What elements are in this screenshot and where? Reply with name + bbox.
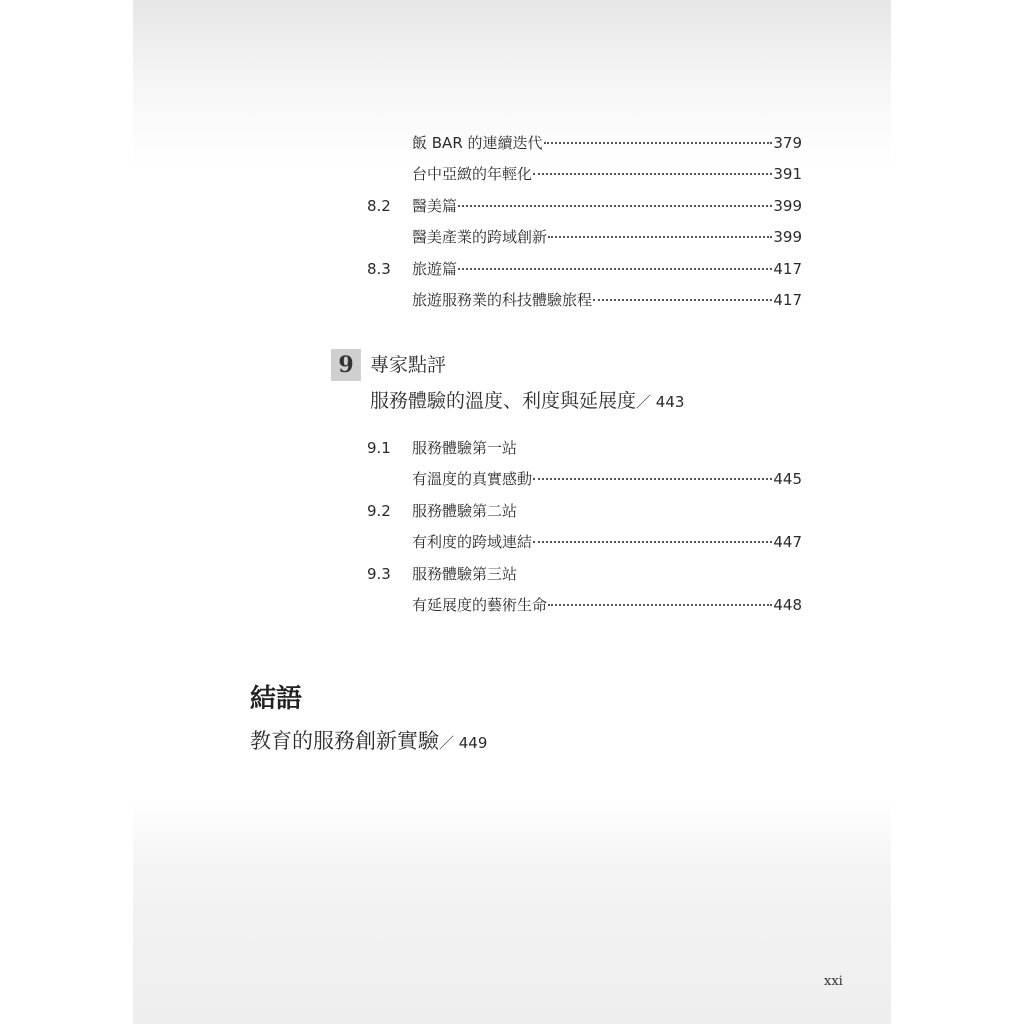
leader-dots [544, 142, 773, 144]
section-title: 服務體驗第三站 [412, 565, 518, 583]
leader-dots [458, 268, 772, 270]
section-number: 8.2 [367, 197, 391, 215]
toc-entry [412, 196, 802, 216]
toc-entry-page: 379 [773, 134, 802, 152]
page-folio: xxi [824, 974, 843, 989]
toc-entry [412, 595, 802, 615]
leader-dots [548, 236, 772, 238]
toc-entry-title: 有利度的跨域連結 [412, 533, 533, 551]
conclusion-title: 結語 [250, 684, 303, 714]
toc-entry-title: 台中亞緻的年輕化 [412, 165, 533, 183]
toc-entry [412, 164, 802, 184]
toc-entry-title: 有延展度的藝術生命 [412, 596, 548, 614]
toc-entry-page: 447 [773, 533, 802, 551]
toc-entry-title: 有溫度的真實感動 [412, 470, 533, 488]
toc-entry-title: 醫美產業的跨域創新 [412, 228, 548, 246]
toc-entry-page: 391 [773, 165, 802, 183]
toc-entry-page: 448 [773, 596, 802, 614]
section-number: 9.3 [367, 565, 391, 583]
toc-entry-title: 醫美篇 [412, 197, 458, 215]
chapter-page: ／ 443 [636, 393, 685, 411]
toc-entry-page: 417 [773, 291, 802, 309]
leader-dots [533, 478, 772, 480]
toc-entry-page: 399 [773, 228, 802, 246]
toc-entry-title: 旅遊服務業的科技體驗旅程 [412, 291, 593, 309]
leader-dots [533, 173, 772, 175]
conclusion-subtitle [250, 727, 487, 757]
leader-dots [548, 604, 772, 606]
section-title: 服務體驗第二站 [412, 502, 518, 520]
section-title: 服務體驗第一站 [412, 439, 518, 457]
conclusion-page: ／ 449 [439, 734, 488, 752]
conclusion-subtitle-text: 教育的服務創新實驗 [250, 729, 439, 753]
section-number: 9.1 [367, 439, 391, 457]
toc-entry-title: 飯 BAR 的連續迭代 [412, 134, 543, 152]
toc-entry-page: 417 [773, 260, 802, 278]
chapter-subtitle-text: 服務體驗的溫度、利度與延展度 [370, 390, 637, 412]
toc-entry [412, 532, 802, 552]
section-number: 9.2 [367, 502, 391, 520]
leader-dots [593, 299, 772, 301]
chapter-subtitle [370, 388, 684, 415]
chapter-number-badge: 9 [331, 349, 361, 381]
chapter-label: 專家點評 [370, 354, 447, 376]
section-number: 8.3 [367, 260, 391, 278]
toc-entry-page: 399 [773, 197, 802, 215]
leader-dots [458, 205, 772, 207]
toc-entry [412, 469, 802, 489]
toc-entry [412, 133, 802, 153]
toc-entry-page: 445 [773, 470, 802, 488]
leader-dots [533, 541, 772, 543]
toc-entry-title: 旅遊篇 [412, 260, 458, 278]
toc-entry [412, 259, 802, 279]
toc-entry [412, 290, 802, 310]
toc-entry [412, 227, 802, 247]
